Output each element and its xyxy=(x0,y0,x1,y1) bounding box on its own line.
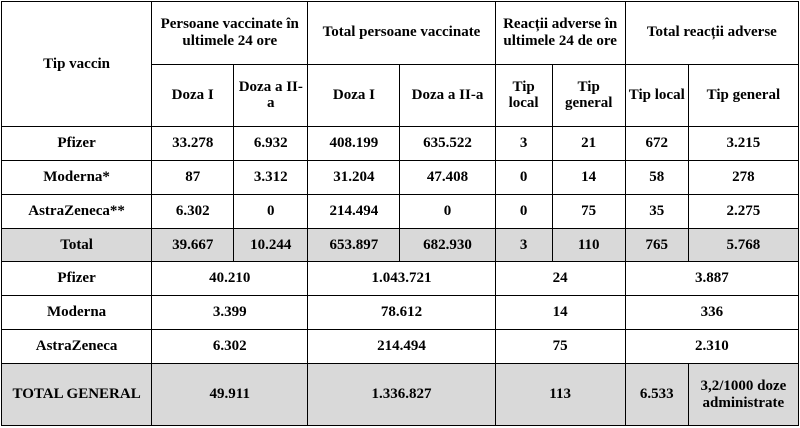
header-tip-local-recent: Tip local xyxy=(495,64,552,127)
total-general-total-vaccinate: 1.336.827 xyxy=(308,364,495,426)
header-doza-i-total: Doza I xyxy=(308,64,400,127)
cell-moderna-local-total: 58 xyxy=(625,160,688,194)
summary-pfizer-total-reactii: 3.887 xyxy=(625,262,798,296)
summary-row xyxy=(2,296,799,330)
cell-astrazeneca-general-24h: 75 xyxy=(552,194,625,228)
table-row xyxy=(2,127,799,161)
table-row xyxy=(2,160,799,194)
header-total-reactii-adverse: Total reacții adverse xyxy=(625,2,798,65)
row-label-total: Total xyxy=(2,228,152,262)
summary-row xyxy=(2,262,799,296)
cell-total-local-24h: 3 xyxy=(495,228,552,262)
cell-astrazeneca-doza2-24h: 0 xyxy=(234,194,308,228)
summary-moderna-total-vaccinate: 78.612 xyxy=(308,296,495,330)
summary-label-pfizer: Pfizer xyxy=(2,262,152,296)
header-row-main xyxy=(2,2,799,65)
header-persoane-vaccinate-24h: Persoane vaccinate în ultimele 24 ore xyxy=(152,2,308,65)
table-row xyxy=(2,194,799,228)
cell-total-doza1-total: 653.897 xyxy=(308,228,400,262)
summary-astrazeneca-reactii-24h: 75 xyxy=(495,330,625,364)
row-label-astrazeneca: AstraZeneca** xyxy=(2,194,152,228)
row-label-moderna: Moderna* xyxy=(2,160,152,194)
summary-astrazeneca-vaccinate-24h: 6.302 xyxy=(152,330,308,364)
cell-astrazeneca-general-total: 2.275 xyxy=(688,194,798,228)
summary-row xyxy=(2,330,799,364)
summary-moderna-reactii-24h: 14 xyxy=(495,296,625,330)
cell-astrazeneca-doza1-24h: 6.302 xyxy=(152,194,234,228)
total-general-row xyxy=(2,364,799,426)
header-doza-ii-total: Doza a II-a xyxy=(400,64,495,127)
summary-pfizer-reactii-24h: 24 xyxy=(495,262,625,296)
cell-total-general-24h: 110 xyxy=(552,228,625,262)
header-total-persoane-vaccinate: Total persoane vaccinate xyxy=(308,2,495,65)
total-general-reactii-24h: 113 xyxy=(495,364,625,426)
cell-moderna-general-24h: 14 xyxy=(552,160,625,194)
header-tip-general-recent: Tip general xyxy=(552,64,625,127)
header-tip-vaccin: Tip vaccin xyxy=(2,2,152,127)
cell-astrazeneca-local-24h: 0 xyxy=(495,194,552,228)
cell-total-doza2-total: 682.930 xyxy=(400,228,495,262)
cell-total-doza2-24h: 10.244 xyxy=(234,228,308,262)
summary-astrazeneca-total-reactii: 2.310 xyxy=(625,330,798,364)
cell-moderna-local-24h: 0 xyxy=(495,160,552,194)
cell-total-doza1-24h: 39.667 xyxy=(152,228,234,262)
cell-astrazeneca-doza1-total: 214.494 xyxy=(308,194,400,228)
header-tip-local-total: Tip local xyxy=(625,64,688,127)
cell-astrazeneca-doza2-total: 0 xyxy=(400,194,495,228)
cell-total-local-total: 765 xyxy=(625,228,688,262)
cell-pfizer-local-24h: 3 xyxy=(495,127,552,161)
total-general-tip-general: 3,2/1000 doze administrate xyxy=(688,364,798,426)
cell-moderna-doza2-total: 47.408 xyxy=(400,160,495,194)
header-doza-i-recent: Doza I xyxy=(152,64,234,127)
vaccination-statistics-table xyxy=(1,1,799,426)
cell-pfizer-doza2-24h: 6.932 xyxy=(234,127,308,161)
row-label-pfizer: Pfizer xyxy=(2,127,152,161)
cell-pfizer-doza1-24h: 33.278 xyxy=(152,127,234,161)
summary-moderna-total-reactii: 336 xyxy=(625,296,798,330)
cell-pfizer-doza1-total: 408.199 xyxy=(308,127,400,161)
header-tip-general-total: Tip general xyxy=(688,64,798,127)
total-general-vaccinate-24h: 49.911 xyxy=(152,364,308,426)
cell-astrazeneca-local-total: 35 xyxy=(625,194,688,228)
cell-moderna-doza1-total: 31.204 xyxy=(308,160,400,194)
cell-pfizer-general-total: 3.215 xyxy=(688,127,798,161)
cell-total-general-total: 5.768 xyxy=(688,228,798,262)
cell-moderna-doza2-24h: 3.312 xyxy=(234,160,308,194)
cell-pfizer-doza2-total: 635.522 xyxy=(400,127,495,161)
table-row-total xyxy=(2,228,799,262)
summary-astrazeneca-total-vaccinate: 214.494 xyxy=(308,330,495,364)
summary-pfizer-vaccinate-24h: 40.210 xyxy=(152,262,308,296)
summary-moderna-vaccinate-24h: 3.399 xyxy=(152,296,308,330)
summary-label-moderna: Moderna xyxy=(2,296,152,330)
header-doza-ii-recent: Doza a II-a xyxy=(234,64,308,127)
summary-label-astrazeneca: AstraZeneca xyxy=(2,330,152,364)
total-general-tip-local: 6.533 xyxy=(625,364,688,426)
cell-moderna-doza1-24h: 87 xyxy=(152,160,234,194)
cell-pfizer-local-total: 672 xyxy=(625,127,688,161)
total-general-label: TOTAL GENERAL xyxy=(2,364,152,426)
summary-pfizer-total-vaccinate: 1.043.721 xyxy=(308,262,495,296)
header-reactii-adverse-24h: Reacții adverse în ultimele 24 de ore xyxy=(495,2,625,65)
cell-moderna-general-total: 278 xyxy=(688,160,798,194)
cell-pfizer-general-24h: 21 xyxy=(552,127,625,161)
